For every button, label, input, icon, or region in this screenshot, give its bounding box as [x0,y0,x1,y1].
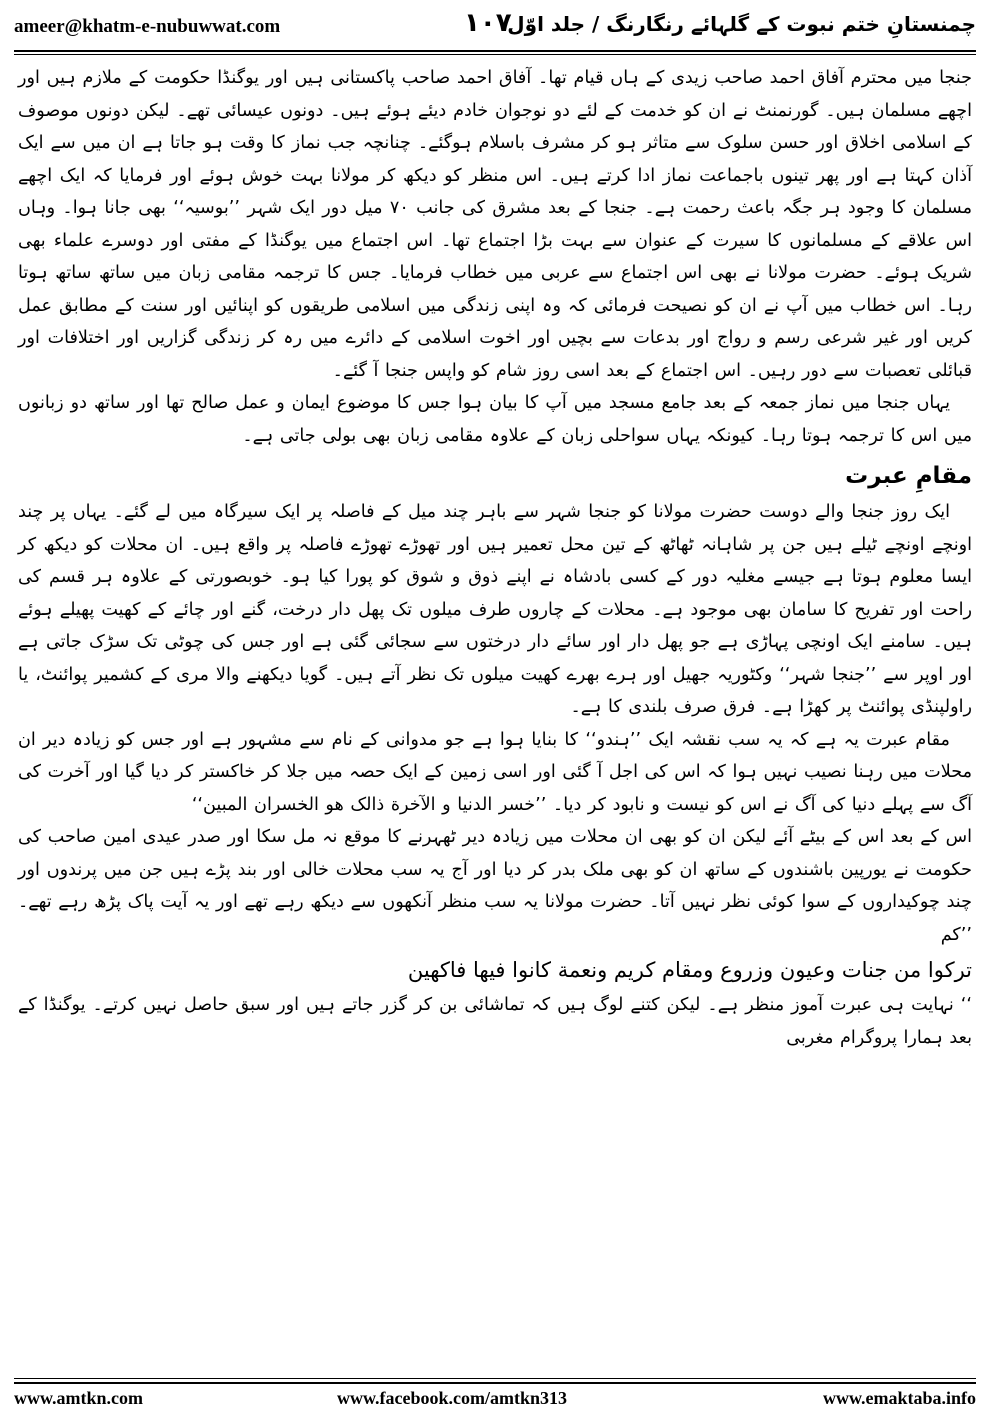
page-body [18,62,972,1372]
footer-rule-thin [14,1378,976,1379]
section-paragraph-2: مقام عبرت یہ ہے کہ یہ سب نقشہ ایک ’’ہندو‘‘ کا بنایا ہوا ہے جو مدوانی کے نام سے مشہور ہے اور جس کو زیادہ دیر ان محلات میں رہنا نصیب نہیں ہوا کہ اس کی اجل آ گئی اور اسی زمین کے ایک حصہ میں جلا کر خاکستر کر دیا گیا اور آخرت کی آگ سے پہلے دنیا کی آگ نے اس کو نیست و نابود کر دیا۔ ’’خسر الدنیا و الآخرة ذالک هو الخسران المبین‘‘ [18,729,972,815]
paragraph-2: یہاں جنجا میں نماز جمعہ کے بعد جامع مسجد میں آپ کا بیان ہوا جس کا موضوع ایمان و عمل صالح تھا اور ساتھ دو زبانوں میں اس کا ترجمہ ہوتا رہا۔ کیونکہ یہاں سواحلی زبان کے علاوہ مقامی زبان بھی بولی جاتی ہے۔ [18,393,972,446]
section-closing: ‘‘ نہایت ہی عبرت آموز منظر ہے۔ لیکن کتنے لوگ ہیں کہ تماشائی بن کر گزر جاتے ہیں اور سبق حاصل نہیں کرتے۔ یوگنڈا کے بعد ہمارا پروگرام مغربی [18,995,972,1048]
section-heading: مقامِ عبرت [845,463,972,489]
footer-rule [14,1382,976,1384]
header-rule-thin [14,54,976,55]
paragraph-1: جنجا میں محترم آفاق احمد صاحب زیدی کے ہاں قیام تھا۔ آفاق احمد صاحب پاکستانی ہیں اور یوگنڈا حکومت کے ملازم ہیں اور اچھے مسلمان ہیں۔ گورنمنٹ نے ان کو خدمت کے لئے دو نوجوان خادم دیئے ہوئے ہیں۔ دونوں عیسائی تھے۔ لیکن دونوں موصوف کے اسلامی اخلاق اور حسن سلوک سے متاثر ہو کر مشرف باسلام ہوگئے۔ چنانچہ جب نماز کا وقت ہو جاتا ہے ان میں سے ایک آذان کہتا ہے اور پھر تینوں باجماعت نماز ادا کرتے ہیں۔ اس منظر کو دیکھ کر مولانا بہت خوش ہوئے اور فرمایا کہ ایک اچھے مسلمان کا وجود ہر جگہ باعث رحمت ہے۔ جنجا کے بعد مشرق کی جانب ۷۰ میل دور ایک شہر ’’بوسیہ‘‘ بھی جانا ہوا۔ وہاں اس علاقے کے مسلمانوں کا سیرت کے عنوان سے بہت بڑا اجتماع تھا۔ اس اجتماع میں یوگنڈا کے مفتی اور دوسرے علماء بھی شریک ہوئے۔ حضرت مولانا نے بھی اس اجتماع سے عربی میں خطاب فرمایا۔ جس کا ترجمہ مقامی زبان میں ساتھ ساتھ ہوتا رہا۔ اس خطاب میں آپ نے ان کو نصیحت فرمائی کہ وہ اپنی زندگی میں اسلامی طریقوں کو اپنائیں اور سنت کے مطابق عمل کریں اور غیر شرعی رسم و رواج اور بدعات سے بچیں اور اخوت اسلامی کے دائرے میں رہ کر زندگی گزاریں اور اختلافات اور قبائلی تعصبات سے دور رہیں۔ اس اجتماع کے بعد اسی روز شام کو واپس جنجا آ گئے۔ [18,68,972,381]
header-email: ameer@khatm-e-nubuwwat.com [14,16,281,37]
page-number: ۱۰۷ [464,8,512,38]
header-rule [14,50,976,52]
footer-link-emaktaba[interactable]: www.emaktaba.info [822,1388,976,1408]
section-paragraph-1: ایک روز جنجا والے دوست حضرت مولانا کو جنجا شہر سے باہر چند میل کے فاصلہ پر ایک سیرگاہ میں لے گئے۔ یہاں پر چند اونچے اونچے ٹیلے ہیں جن پر شاہانہ ٹھاٹھ کے تین محل تعمیر ہیں اور تھوڑے تھوڑے فاصلہ پر واقع ہیں۔ ان محلات کو دیکھ کر ایسا معلوم ہوتا ہے جیسے مغلیہ دور کے کسی بادشاہ نے اپنے ذوق و شوق کو پورا کیا ہو۔ خوبصورتی کے علاوہ ہر قسم کی راحت اور تفریح کا سامان بھی موجود ہے۔ محلات کے چاروں طرف میلوں تک پھل دار درخت، گنے اور چائے کے کھیت پھیلے ہوئے ہیں۔ سامنے ایک اونچی پہاڑی ہے جو پھل دار اور سائے دار درختوں سے سجائی گئی ہے اور جس کی چوٹی تک سڑک جاتی ہے اور اوپر سے ’’جنجا شہر‘‘ وکٹوریہ جھیل اور ہرے بھرے کھیت میلوں تک نظر آتے ہیں۔ گویا دیکھنے والا مری کے کشمیر پوائنٹ، یا راولپنڈی پوائنٹ پر کھڑا ہے۔ فرق صرف بلندی کا ہے۔ [18,502,972,717]
footer-link-amtkn[interactable]: www.amtkn.com [14,1388,143,1408]
page-header [14,6,976,50]
quranic-verse: ترکوا من جنات وعیون وزروع ومقام کریم ونعمة کانوا فیها فاکهین [407,958,972,982]
page-footer [14,1386,976,1416]
section-paragraph-3: اس کے بعد اس کے بیٹے آئے لیکن ان کو بھی ان محلات میں زیادہ دیر ٹھہرنے کا موقع نہ مل سکا اور صدر عیدی امین صاحب کی حکومت نے یورپین باشندوں کے ساتھ ان کو بھی ملک بدر کر دیا اور آج یہ سب محلات خالی اور بند پڑے ہیں جن میں پرندوں اور چند چوکیداروں کے سوا کوئی نظر نہیں آتا۔ حضرت مولانا یہ سب منظر آنکھوں سے دیکھ رہے تھے اور یہ آیت پاک پڑھ رہے تھے۔ ’’کم [18,827,972,945]
footer-link-facebook[interactable]: www.facebook.com/amtkn313 [337,1388,567,1408]
book-title: چمنستانِ ختم نبوت کے گلہائے رنگارنگ / جلد اوّل [507,12,976,36]
